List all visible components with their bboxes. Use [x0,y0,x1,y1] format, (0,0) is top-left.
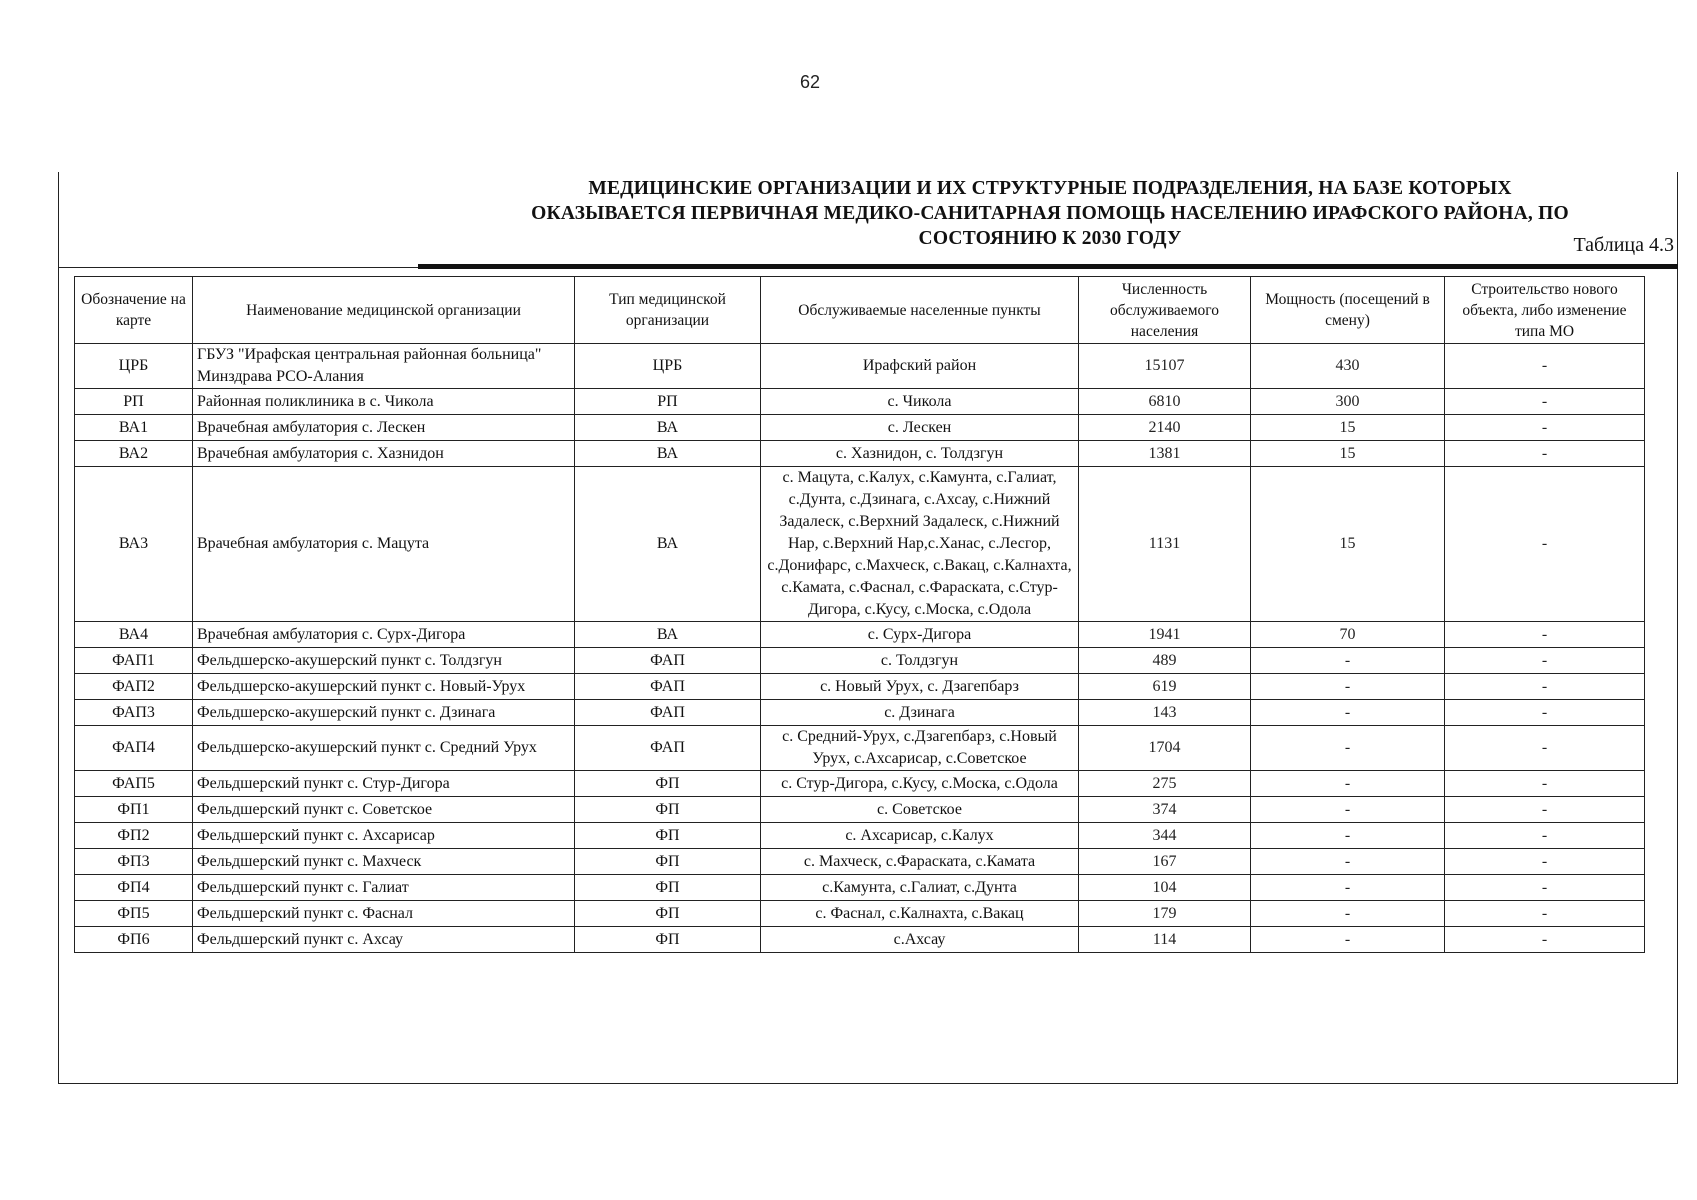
cell-code: ФАП4 [75,726,193,771]
cell-capacity: - [1251,901,1445,927]
page-number: 62 [799,72,821,92]
cell-construction: - [1445,674,1645,700]
cell-type: ФП [575,771,761,797]
cell-served: с. Мацута, с.Калух, с.Камунта, с.Галиат, с.Дунта, с.Дзинага, с.Ахсау, с.Нижний Задалеск, с.Верхний Задалеск, с.Нижний Нар, с.Верхний Нар,с.Ханас, с.Лесгор, с.Донифарс, с.Махческ, с.Вакац, с.Калнахта, с.Камата, с.Фаснал, с.Фараската, с.Стур-Дигора, с.Кусу, с.Моска, с.Одола [761,467,1079,622]
table-row [75,700,1645,726]
cell-capacity: - [1251,823,1445,849]
cell-capacity: - [1251,648,1445,674]
cell-population: 114 [1079,927,1251,953]
cell-type: ФП [575,901,761,927]
cell-code: ФАП1 [75,648,193,674]
cell-code: ВА3 [75,467,193,622]
cell-served: с. Лескен [761,415,1079,441]
cell-name: Врачебная амбулатория с. Сурх-Дигора [193,622,575,648]
cell-served: с. Ахсарисар, с.Калух [761,823,1079,849]
table-row [75,771,1645,797]
cell-capacity: - [1251,771,1445,797]
cell-served: с. Советское [761,797,1079,823]
cell-population: 15107 [1079,344,1251,389]
cell-construction: - [1445,648,1645,674]
cell-capacity: - [1251,726,1445,771]
cell-served: с. Дзинага [761,700,1079,726]
table-row [75,648,1645,674]
cell-construction: - [1445,344,1645,389]
cell-construction: - [1445,415,1645,441]
cell-code: РП [75,389,193,415]
cell-type: РП [575,389,761,415]
cell-construction: - [1445,927,1645,953]
medical-organizations-table [74,276,1645,953]
cell-type: ВА [575,622,761,648]
cell-code: ФП6 [75,927,193,953]
cell-code: ВА4 [75,622,193,648]
cell-name: Фельдшерский пункт с. Галиат [193,875,575,901]
cell-code: ФП4 [75,875,193,901]
table-body [75,344,1645,953]
cell-name: Врачебная амбулатория с. Мацута [193,467,575,622]
document-title [430,176,1670,251]
cell-construction: - [1445,467,1645,622]
table-row [75,927,1645,953]
cell-population: 619 [1079,674,1251,700]
cell-capacity: 300 [1251,389,1445,415]
cell-served: с. Толдзгун [761,648,1079,674]
cell-name: Врачебная амбулатория с. Лескен [193,415,575,441]
table-row [75,344,1645,389]
table-row [75,467,1645,622]
cell-type: ВА [575,467,761,622]
cell-population: 1381 [1079,441,1251,467]
header-construction: Строительство нового объекта, либо изменение типа МО [1445,277,1645,344]
cell-code: ФАП5 [75,771,193,797]
cell-served: с. Махческ, с.Фараската, с.Камата [761,849,1079,875]
cell-population: 275 [1079,771,1251,797]
cell-population: 167 [1079,849,1251,875]
cell-construction: - [1445,901,1645,927]
cell-code: ВА2 [75,441,193,467]
cell-capacity: 15 [1251,467,1445,622]
cell-code: ФП2 [75,823,193,849]
cell-name: Фельдшерско-акушерский пункт с. Средний Урух [193,726,575,771]
title-line-1: МЕДИЦИНСКИЕ ОРГАНИЗАЦИИ И ИХ СТРУКТУРНЫЕ ПОДРАЗДЕЛЕНИЯ, НА БАЗЕ КОТОРЫХ [588,178,1512,199]
cell-population: 344 [1079,823,1251,849]
cell-population: 1704 [1079,726,1251,771]
cell-served: с. Сурх-Дигора [761,622,1079,648]
divider-thick [418,264,1678,269]
cell-code: ВА1 [75,415,193,441]
cell-capacity: 15 [1251,415,1445,441]
cell-population: 1131 [1079,467,1251,622]
cell-population: 6810 [1079,389,1251,415]
cell-type: ФП [575,797,761,823]
table-label: Таблица 4.3 [1573,234,1674,256]
cell-capacity: 15 [1251,441,1445,467]
cell-construction: - [1445,797,1645,823]
cell-population: 143 [1079,700,1251,726]
cell-population: 1941 [1079,622,1251,648]
header-population: Численность обслуживаемого населения [1079,277,1251,344]
cell-construction: - [1445,700,1645,726]
cell-name: Фельдшерский пункт с. Советское [193,797,575,823]
cell-code: ЦРБ [75,344,193,389]
title-line-2: ОКАЗЫВАЕТСЯ ПЕРВИЧНАЯ МЕДИКО-САНИТАРНАЯ ПОМОЩЬ НАСЕЛЕНИЮ ИРАФСКОГО РАЙОНА, ПО [531,203,1569,224]
cell-population: 489 [1079,648,1251,674]
table-row [75,823,1645,849]
header-name: Наименование медицинской организации [193,277,575,344]
table-row [75,901,1645,927]
cell-served: с. Чикола [761,389,1079,415]
cell-served: Ирафский район [761,344,1079,389]
header-capacity: Мощность (посещений в смену) [1251,277,1445,344]
cell-capacity: - [1251,674,1445,700]
cell-served: с. Фаснал, с.Калнахта, с.Вакац [761,901,1079,927]
cell-capacity: 430 [1251,344,1445,389]
cell-type: ВА [575,415,761,441]
cell-name: Фельдшерский пункт с. Ахсарисар [193,823,575,849]
table-row [75,622,1645,648]
cell-name: Фельдшерско-акушерский пункт с. Дзинага [193,700,575,726]
cell-capacity: - [1251,875,1445,901]
cell-type: ФП [575,823,761,849]
cell-construction: - [1445,622,1645,648]
cell-code: ФП1 [75,797,193,823]
cell-name: ГБУЗ "Ирафская центральная районная больница" Минздрава РСО-Алания [193,344,575,389]
cell-served: с. Хазнидон, с. Толдзгун [761,441,1079,467]
table-row [75,797,1645,823]
cell-capacity: - [1251,700,1445,726]
cell-name: Врачебная амбулатория с. Хазнидон [193,441,575,467]
table-row [75,849,1645,875]
cell-population: 374 [1079,797,1251,823]
cell-name: Фельдшерско-акушерский пункт с. Толдзгун [193,648,575,674]
cell-construction: - [1445,849,1645,875]
cell-population: 2140 [1079,415,1251,441]
table-row [75,875,1645,901]
cell-served: с. Стур-Дигора, с.Кусу, с.Моска, с.Одола [761,771,1079,797]
cell-construction: - [1445,389,1645,415]
cell-construction: - [1445,823,1645,849]
cell-type: ФП [575,849,761,875]
table-header-row [75,277,1645,344]
cell-name: Фельдшерско-акушерский пункт с. Новый-Урух [193,674,575,700]
table-row [75,674,1645,700]
cell-capacity: - [1251,927,1445,953]
header-code: Обозначение на карте [75,277,193,344]
cell-type: ВА [575,441,761,467]
cell-type: ФАП [575,700,761,726]
cell-population: 104 [1079,875,1251,901]
table-row [75,415,1645,441]
cell-name: Фельдшерский пункт с. Махческ [193,849,575,875]
cell-construction: - [1445,726,1645,771]
cell-type: ФАП [575,648,761,674]
cell-served: с. Новый Урух, с. Дзагепбарз [761,674,1079,700]
cell-type: ФП [575,875,761,901]
cell-name: Районная поликлиника в с. Чикола [193,389,575,415]
cell-capacity: - [1251,797,1445,823]
cell-type: ФП [575,927,761,953]
cell-name: Фельдшерский пункт с. Фаснал [193,901,575,927]
cell-served: с.Камунта, с.Галиат, с.Дунта [761,875,1079,901]
cell-code: ФП3 [75,849,193,875]
cell-population: 179 [1079,901,1251,927]
cell-type: ФАП [575,726,761,771]
cell-construction: - [1445,441,1645,467]
title-line-3: СОСТОЯНИЮ К 2030 ГОДУ [918,228,1182,249]
cell-name: Фельдшерский пункт с. Стур-Дигора [193,771,575,797]
cell-construction: - [1445,771,1645,797]
header-type: Тип медицинской организации [575,277,761,344]
table-row [75,441,1645,467]
cell-capacity: - [1251,849,1445,875]
table-row [75,389,1645,415]
cell-capacity: 70 [1251,622,1445,648]
cell-served: с.Ахсау [761,927,1079,953]
cell-type: ФАП [575,674,761,700]
cell-type: ЦРБ [575,344,761,389]
table-row [75,726,1645,771]
cell-name: Фельдшерский пункт с. Ахсау [193,927,575,953]
cell-code: ФАП2 [75,674,193,700]
cell-code: ФАП3 [75,700,193,726]
cell-code: ФП5 [75,901,193,927]
cell-served: с. Средний-Урух, с.Дзагепбарз, с.Новый Урух, с.Ахсарисар, с.Советское [761,726,1079,771]
divider-thin [58,267,418,268]
cell-construction: - [1445,875,1645,901]
header-served: Обслуживаемые населенные пункты [761,277,1079,344]
